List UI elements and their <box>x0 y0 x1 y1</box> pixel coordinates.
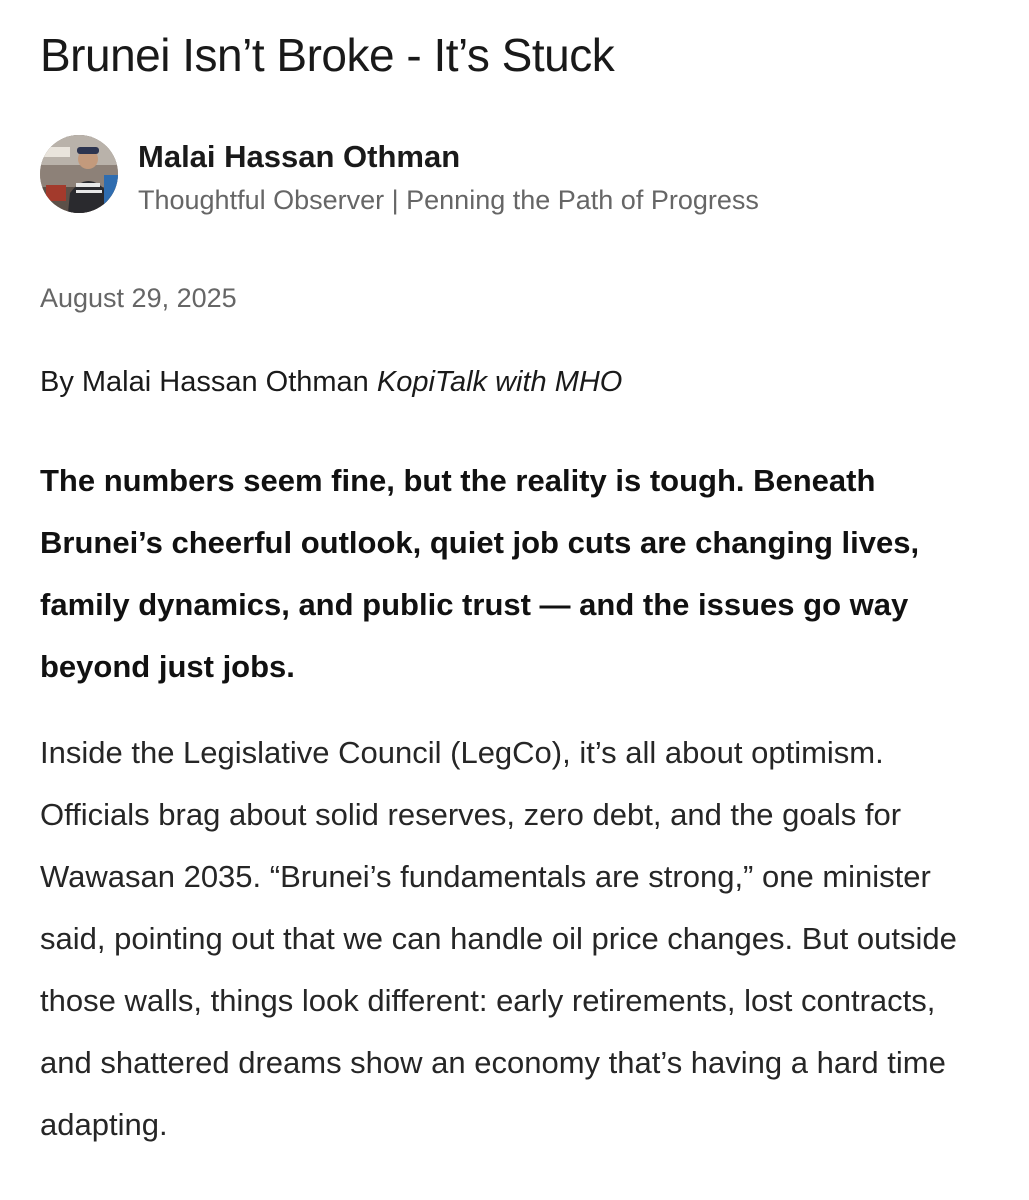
author-avatar[interactable] <box>40 135 118 213</box>
article-lede: The numbers seem fine, but the reality is tough. Beneath Brunei’s cheerful outlook, quiet job cuts are changing lives, family dynamics, and public trust — and the issues go way beyond just jobs. <box>40 463 920 684</box>
author-headline: Thoughtful Observer | Penning the Path of Progress <box>138 185 759 215</box>
byline-author: By Malai Hassan Othman <box>40 366 377 398</box>
publish-date: August 29, 2025 <box>40 283 237 313</box>
author-name[interactable]: Malai Hassan Othman <box>138 139 461 174</box>
author-block[interactable] <box>40 133 940 215</box>
article-title: Brunei Isn’t Broke - It’s Stuck <box>40 29 615 81</box>
byline <box>40 366 622 399</box>
article-paragraph: Inside the Legislative Council (LegCo), it’s all about optimism. Officials brag about solid reserves, zero debt, and the goals for Wawasan 2035. “Brunei’s fundamentals are strong,” one minister said, pointing out that we can handle oil price changes. But outside those walls, things look different: early retirements, lost contracts, and shattered dreams show an economy that’s having a hard time adapting. <box>40 735 957 1142</box>
byline-column: KopiTalk with MHO <box>376 366 623 398</box>
avatar-photo-icon <box>40 135 118 213</box>
